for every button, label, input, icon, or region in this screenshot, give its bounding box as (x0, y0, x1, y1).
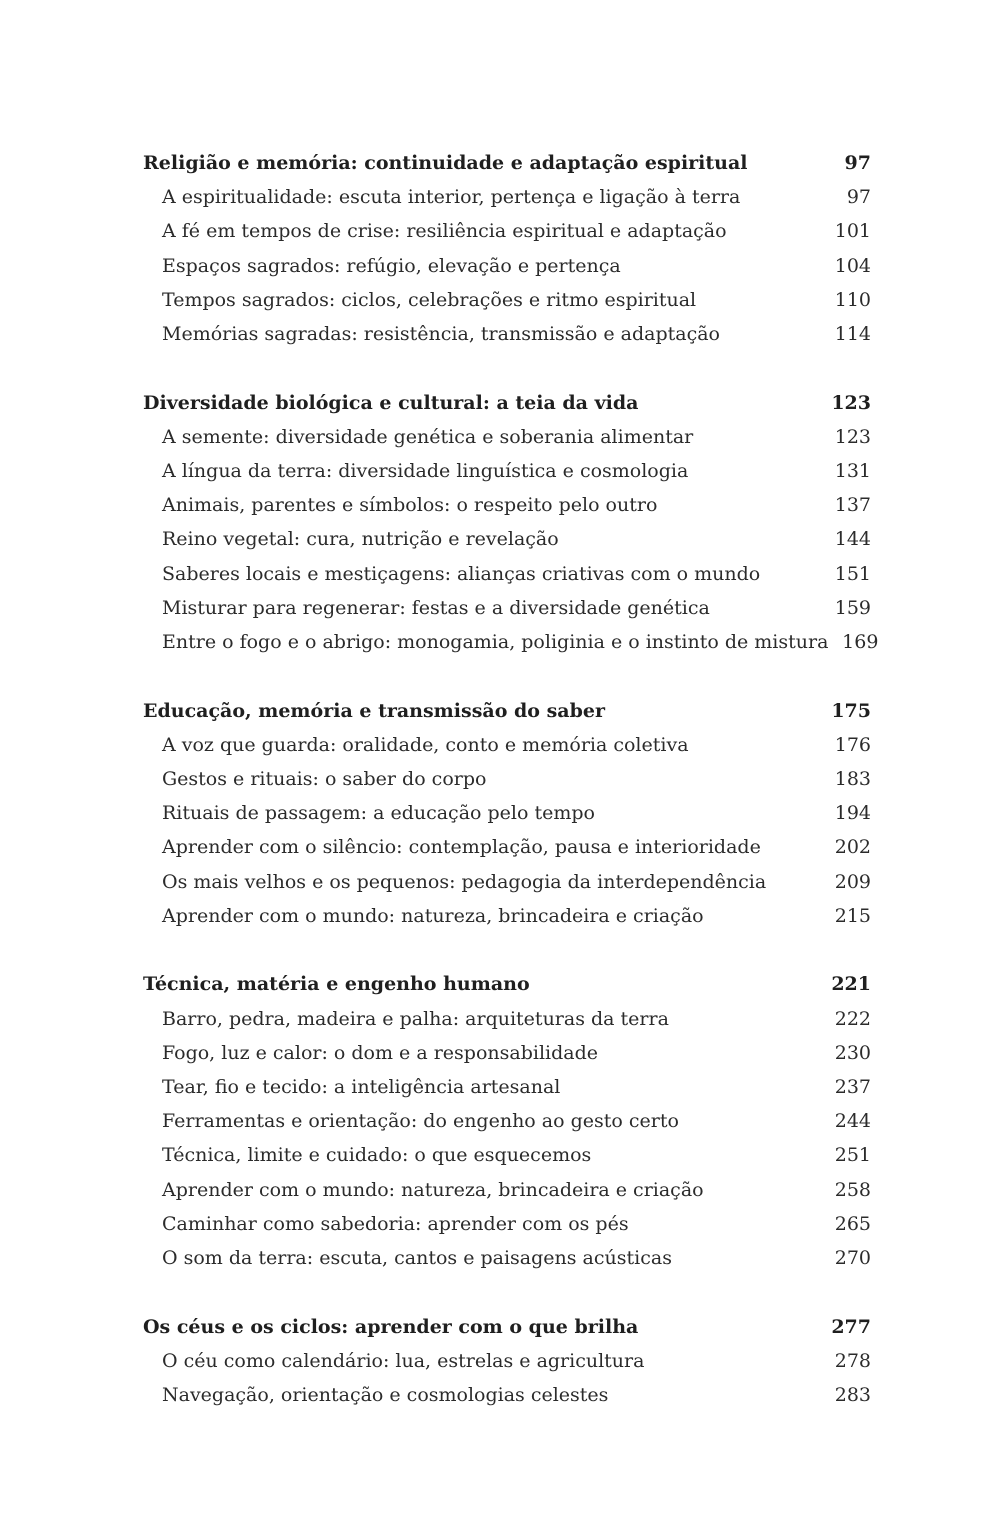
subsection-page-number: 265 (834, 1212, 871, 1235)
subsection-page-number: 123 (834, 425, 871, 448)
subsection-entry[interactable] (143, 454, 871, 488)
subsection-title: Barro, pedra, madeira e palha: arquiteturas da terra (162, 1007, 669, 1030)
subsection-page-number: 209 (834, 870, 871, 893)
subsection-entry[interactable] (143, 214, 871, 248)
subsection-page-number: 215 (834, 904, 871, 927)
subsection-entry[interactable] (143, 830, 871, 864)
subsection-entry[interactable] (143, 317, 871, 351)
subsection-title: O céu como calendário: lua, estrelas e agricultura (162, 1349, 645, 1372)
subsection-entry[interactable] (143, 488, 871, 522)
subsection-title: Técnica, limite e cuidado: o que esquecemos (162, 1144, 592, 1167)
subsection-page-number: 258 (834, 1178, 871, 1201)
subsection-title: Animais, parentes e símbolos: o respeito pelo outro (162, 494, 658, 517)
subsection-entry[interactable] (143, 1104, 871, 1138)
subsection-page-number: 237 (834, 1076, 871, 1098)
subsection-title: Fogo, luz e calor: o dom e a responsabilidade (162, 1041, 598, 1064)
subsection-entry[interactable] (143, 899, 871, 933)
subsection-title: Navegação, orientação e cosmologias celestes (162, 1384, 609, 1406)
subsection-page-number: 104 (834, 254, 871, 277)
subsection-entry[interactable] (143, 1344, 871, 1378)
chapter-title: Religião e memória: continuidade e adaptação espiritual (143, 152, 748, 174)
toc-section (143, 386, 879, 660)
subsection-title: Entre o fogo e o abrigo: monogamia, poliginia e o instinto de mistura (162, 630, 829, 653)
subsection-title: A língua da terra: diversidade linguística e cosmologia (162, 460, 689, 482)
subsection-page-number: 144 (834, 528, 871, 551)
subsection-entry[interactable] (143, 557, 871, 591)
chapter-title: Diversidade biológica e cultural: a teia da vida (143, 391, 639, 414)
chapter-entry[interactable] (143, 694, 871, 728)
subsection-title: Reino vegetal: cura, nutrição e revelação (162, 528, 559, 551)
subsection-page-number: 176 (834, 733, 871, 756)
toc-section (143, 694, 871, 933)
subsection-title: Misturar para regenerar: festas e a diversidade genética (162, 596, 710, 619)
subsection-page-number: 251 (834, 1144, 871, 1167)
subsection-title: O som da terra: escuta, cantos e paisagens acústicas (162, 1246, 672, 1269)
toc-section (143, 1310, 871, 1413)
subsection-title: A semente: diversidade genética e soberania alimentar (162, 425, 694, 448)
subsection-title: Ferramentas e orientação: do engenho ao gesto certo (162, 1110, 679, 1133)
subsection-title: Caminhar como sabedoria: aprender com os pés (162, 1212, 629, 1235)
toc-section (143, 146, 871, 351)
subsection-entry[interactable] (143, 1070, 871, 1104)
subsection-entry[interactable] (143, 249, 871, 283)
subsection-page-number: 194 (834, 802, 871, 825)
subsection-entry[interactable] (143, 625, 879, 659)
subsection-entry[interactable] (143, 762, 871, 796)
chapter-entry[interactable] (143, 146, 871, 180)
subsection-entry[interactable] (143, 420, 871, 454)
chapter-title: Técnica, matéria e engenho humano (143, 973, 530, 996)
subsection-page-number: 283 (834, 1384, 871, 1406)
subsection-page-number: 230 (834, 1041, 871, 1064)
subsection-page-number: 169 (842, 630, 879, 653)
subsection-entry[interactable] (143, 180, 871, 214)
toc-section (143, 967, 871, 1275)
subsection-page-number: 114 (834, 322, 871, 345)
subsection-page-number: 159 (834, 596, 871, 619)
subsection-title: Tempos sagrados: ciclos, celebrações e ritmo espiritual (162, 288, 697, 311)
subsection-page-number: 270 (834, 1246, 871, 1269)
subsection-title: Saberes locais e mestiçagens: alianças criativas com o mundo (162, 562, 761, 585)
subsection-entry[interactable] (143, 1173, 871, 1207)
chapter-page-number: 123 (831, 391, 871, 414)
subsection-entry[interactable] (143, 1241, 871, 1275)
subsection-page-number: 244 (834, 1110, 871, 1133)
subsection-entry[interactable] (143, 1138, 871, 1172)
subsection-page-number: 131 (834, 460, 871, 482)
chapter-title: Os céus e os ciclos: aprender com o que brilha (143, 1315, 639, 1338)
subsection-page-number: 101 (834, 220, 871, 243)
subsection-title: Gestos e rituais: o saber do corpo (162, 768, 487, 790)
chapter-title: Educação, memória e transmissão do saber (143, 699, 605, 722)
subsection-title: A voz que guarda: oralidade, conto e memória coletiva (162, 733, 689, 756)
subsection-title: Os mais velhos e os pequenos: pedagogia da interdependência (162, 870, 767, 893)
subsection-entry[interactable] (143, 1036, 871, 1070)
subsection-entry[interactable] (143, 591, 871, 625)
subsection-title: Memórias sagradas: resistência, transmissão e adaptação (162, 322, 720, 345)
chapter-page-number: 277 (831, 1315, 871, 1338)
subsection-title: Aprender com o mundo: natureza, brincadeira e criação (162, 904, 704, 927)
chapter-entry[interactable] (143, 1310, 871, 1344)
subsection-title: A espiritualidade: escuta interior, pertença e ligação à terra (162, 186, 741, 209)
subsection-page-number: 222 (834, 1007, 871, 1030)
chapter-page-number: 221 (831, 973, 871, 996)
subsection-entry[interactable] (143, 1378, 871, 1412)
chapter-entry[interactable] (143, 386, 871, 420)
subsection-entry[interactable] (143, 283, 871, 317)
subsection-page-number: 97 (846, 186, 871, 209)
subsection-entry[interactable] (143, 865, 871, 899)
subsection-title: Espaços sagrados: refúgio, elevação e pertença (162, 254, 621, 277)
chapter-page-number: 97 (844, 152, 871, 174)
chapter-entry[interactable] (143, 967, 871, 1001)
subsection-title: Tear, fio e tecido: a inteligência artesanal (162, 1076, 561, 1098)
subsection-page-number: 137 (834, 494, 871, 517)
subsection-entry[interactable] (143, 728, 871, 762)
subsection-page-number: 110 (834, 288, 871, 311)
subsection-page-number: 151 (834, 562, 871, 585)
table-of-contents (143, 146, 879, 1447)
chapter-page-number: 175 (831, 699, 871, 722)
subsection-title: Aprender com o mundo: natureza, brincadeira e criação (162, 1178, 704, 1201)
subsection-entry[interactable] (143, 1002, 871, 1036)
subsection-title: A fé em tempos de crise: resiliência espiritual e adaptação (162, 220, 727, 243)
subsection-title: Rituais de passagem: a educação pelo tempo (162, 802, 595, 825)
subsection-entry[interactable] (143, 1207, 871, 1241)
subsection-page-number: 278 (834, 1349, 871, 1372)
subsection-entry[interactable] (143, 522, 871, 556)
subsection-entry[interactable] (143, 796, 871, 830)
subsection-page-number: 183 (834, 768, 871, 790)
subsection-title: Aprender com o silêncio: contemplação, pausa e interioridade (162, 836, 761, 859)
subsection-page-number: 202 (834, 836, 871, 859)
